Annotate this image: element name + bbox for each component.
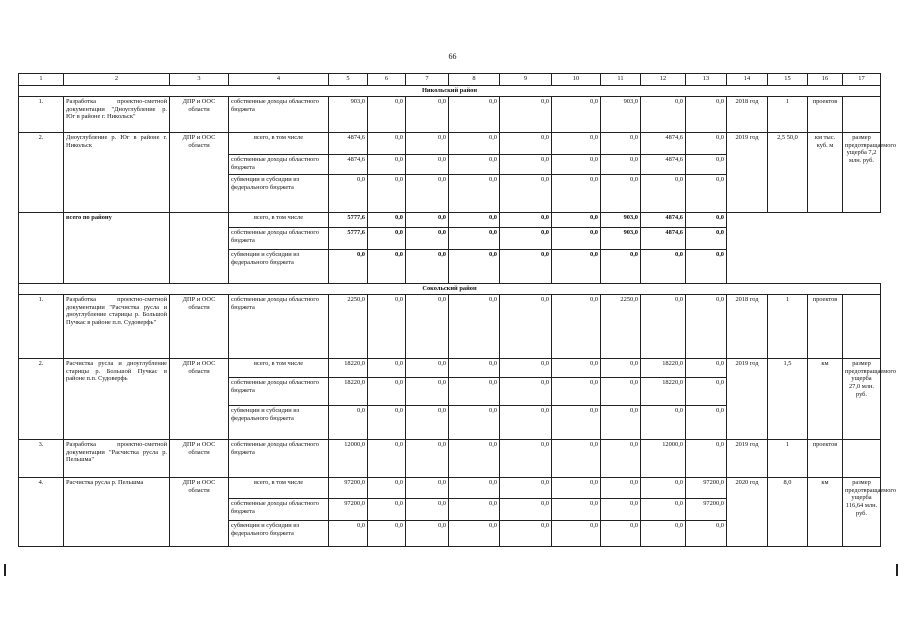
value-col-8: 0,0 <box>449 499 500 521</box>
funding-source: всего, в том числе <box>229 478 329 499</box>
value-col-7: 0,0 <box>406 521 449 547</box>
value-col-5: 4874,6 <box>329 155 368 175</box>
item-number: 1. <box>19 97 64 133</box>
funding-source: субвенции и субсидии из федерального бюджета <box>229 175 329 213</box>
completion-year: 2020 год <box>727 478 768 547</box>
value-col-5: 0,0 <box>329 521 368 547</box>
value-col-9: 0,0 <box>500 521 552 547</box>
value-col-9: 0,0 <box>500 295 552 359</box>
funding-source: собственные доходы областного бюджета <box>229 295 329 359</box>
value-col-13: 0,0 <box>686 295 727 359</box>
value-col-9: 0,0 <box>500 359 552 378</box>
indicator-value: 1 <box>768 295 808 359</box>
indicator-unit: проектов <box>808 97 843 133</box>
column-number-15: 15 <box>768 74 808 86</box>
value-col-7: 0,0 <box>406 133 449 155</box>
value-col-6: 0,0 <box>368 228 406 250</box>
value-col-12: 4874,6 <box>641 133 686 155</box>
value-col-7: 0,0 <box>406 478 449 499</box>
value-col-7: 0,0 <box>406 406 449 440</box>
value-col-11: 0,0 <box>601 499 641 521</box>
value-col-11: 0,0 <box>601 378 641 406</box>
value-col-13: 0,0 <box>686 359 727 378</box>
column-number-8: 8 <box>449 74 500 86</box>
value-col-11: 2250,0 <box>601 295 641 359</box>
value-col-11: 0,0 <box>601 175 641 213</box>
value-col-8: 0,0 <box>449 155 500 175</box>
value-col-7: 0,0 <box>406 228 449 250</box>
executor: ДПР и ООС области <box>170 133 229 213</box>
value-col-7: 0,0 <box>406 97 449 133</box>
completion-year: 2019 год <box>727 133 768 213</box>
item-name: Расчистка русла и дноуглубление старицы р. Большой Пучкас в районе п.п. Судоверфь <box>64 359 170 440</box>
value-col-12: 18220,0 <box>641 378 686 406</box>
value-col-9: 0,0 <box>500 155 552 175</box>
budget-row <box>19 97 881 133</box>
item-name: Разработка проектно-сметной документации "Расчистка русла и дноуглубление старицы р. Большой Пучкас в районе п.п. Судоверфь" <box>64 295 170 359</box>
value-col-5: 12000,0 <box>329 440 368 478</box>
value-col-6: 0,0 <box>368 359 406 378</box>
value-col-8: 0,0 <box>449 133 500 155</box>
value-col-8: 0,0 <box>449 228 500 250</box>
indicator-unit: км <box>808 478 843 547</box>
value-col-7: 0,0 <box>406 155 449 175</box>
item-number: 2. <box>19 359 64 440</box>
value-col-10: 0,0 <box>552 499 601 521</box>
value-col-10: 0,0 <box>552 213 601 228</box>
value-col-6: 0,0 <box>368 213 406 228</box>
value-col-5: 18220,0 <box>329 359 368 378</box>
value-col-13: 0,0 <box>686 378 727 406</box>
funding-source: собственные доходы областного бюджета <box>229 155 329 175</box>
value-col-9: 0,0 <box>500 228 552 250</box>
funding-source: всего, в том числе <box>229 213 329 228</box>
funding-source: субвенции и субсидии из федерального бюджета <box>229 521 329 547</box>
value-col-11: 0,0 <box>601 133 641 155</box>
value-col-12: 0,0 <box>641 499 686 521</box>
value-col-10: 0,0 <box>552 175 601 213</box>
value-col-12: 0,0 <box>641 478 686 499</box>
value-col-12: 4874,6 <box>641 228 686 250</box>
total-label: всего по району <box>64 213 170 284</box>
effect-note: размер предотвращаемого ущерба 116,64 млн. руб. <box>843 478 881 547</box>
value-col-13: 0,0 <box>686 406 727 440</box>
value-col-12: 0,0 <box>641 295 686 359</box>
value-col-10: 0,0 <box>552 155 601 175</box>
value-col-6: 0,0 <box>368 250 406 284</box>
value-col-5: 5777,6 <box>329 213 368 228</box>
item-name: Разработка проектно-сметной документации "Расчистка русла р. Пельшма" <box>64 440 170 478</box>
value-col-5: 97200,0 <box>329 499 368 521</box>
value-col-7: 0,0 <box>406 378 449 406</box>
funding-source: субвенции и субсидии из федерального бюджета <box>229 406 329 440</box>
funding-source: собственные доходы областного бюджета <box>229 499 329 521</box>
value-col-9: 0,0 <box>500 250 552 284</box>
executor <box>170 213 229 284</box>
value-col-7: 0,0 <box>406 295 449 359</box>
value-col-7: 0,0 <box>406 175 449 213</box>
column-number-5: 5 <box>329 74 368 86</box>
value-col-9: 0,0 <box>500 499 552 521</box>
value-col-13: 0,0 <box>686 250 727 284</box>
column-number-2: 2 <box>64 74 170 86</box>
value-col-12: 0,0 <box>641 175 686 213</box>
value-col-12: 0,0 <box>641 97 686 133</box>
value-col-5: 4874,6 <box>329 133 368 155</box>
value-col-13: 0,0 <box>686 155 727 175</box>
completion-year: 2018 год <box>727 97 768 133</box>
funding-source: собственные доходы областного бюджета <box>229 228 329 250</box>
value-col-7: 0,0 <box>406 213 449 228</box>
value-col-6: 0,0 <box>368 478 406 499</box>
value-col-12: 0,0 <box>641 250 686 284</box>
value-col-11: 0,0 <box>601 440 641 478</box>
value-col-5: 2250,0 <box>329 295 368 359</box>
value-col-10: 0,0 <box>552 440 601 478</box>
value-col-10: 0,0 <box>552 295 601 359</box>
indicator-unit: проектов <box>808 295 843 359</box>
column-number-4: 4 <box>229 74 329 86</box>
value-col-5: 0,0 <box>329 406 368 440</box>
value-col-8: 0,0 <box>449 213 500 228</box>
column-number-6: 6 <box>368 74 406 86</box>
funding-source: субвенции и субсидии из федерального бюджета <box>229 250 329 284</box>
value-col-6: 0,0 <box>368 406 406 440</box>
project-n2 <box>19 133 897 213</box>
value-col-7: 0,0 <box>406 440 449 478</box>
budget-row <box>19 133 881 155</box>
value-col-6: 0,0 <box>368 521 406 547</box>
column-number-13: 13 <box>686 74 727 86</box>
item-name: Разработка проектно-сметной документации "Дноуглубление р. Юг в районе г. Никольск" <box>64 97 170 133</box>
item-number: 3. <box>19 440 64 478</box>
value-col-10: 0,0 <box>552 133 601 155</box>
value-col-9: 0,0 <box>500 406 552 440</box>
value-col-9: 0,0 <box>500 478 552 499</box>
value-col-8: 0,0 <box>449 175 500 213</box>
effect-note: размер предотвращаемого ущерба 27,0 млн. руб. <box>843 359 881 440</box>
value-col-13: 0,0 <box>686 213 727 228</box>
effect-note <box>843 97 881 133</box>
value-col-8: 0,0 <box>449 378 500 406</box>
value-col-10: 0,0 <box>552 521 601 547</box>
executor: ДПР и ООС области <box>170 359 229 440</box>
value-col-13: 0,0 <box>686 133 727 155</box>
value-col-5: 0,0 <box>329 250 368 284</box>
budget-row <box>19 359 881 378</box>
program-table <box>18 73 897 547</box>
column-number-9: 9 <box>500 74 552 86</box>
value-col-8: 0,0 <box>449 295 500 359</box>
item-name: Расчистка русла р. Пельшма <box>64 478 170 547</box>
value-col-12: 0,0 <box>641 406 686 440</box>
region-row-nikolsky <box>19 86 881 97</box>
value-col-6: 0,0 <box>368 295 406 359</box>
value-col-11: 0,0 <box>601 478 641 499</box>
value-col-10: 0,0 <box>552 228 601 250</box>
funding-source: всего, в том числе <box>229 359 329 378</box>
item-number: 4. <box>19 478 64 547</box>
column-number-14: 14 <box>727 74 768 86</box>
value-col-10: 0,0 <box>552 97 601 133</box>
scan-edge-mark-right <box>896 564 898 576</box>
value-col-10: 0,0 <box>552 378 601 406</box>
scan-edge-mark-left <box>4 564 6 576</box>
project-s1 <box>19 295 881 359</box>
value-col-7: 0,0 <box>406 499 449 521</box>
effect-note: размер предотвращаемого ущерба 7,2 млн. руб. <box>843 133 881 213</box>
region-title: Сокольский район <box>19 284 881 295</box>
indicator-unit: км тыс. куб. м <box>808 133 843 213</box>
column-number-10: 10 <box>552 74 601 86</box>
value-col-8: 0,0 <box>449 406 500 440</box>
column-number-1: 1 <box>19 74 64 86</box>
value-col-12: 4874,6 <box>641 155 686 175</box>
region-title: Никольский район <box>19 86 881 97</box>
value-col-11: 0,0 <box>601 359 641 378</box>
column-number-7: 7 <box>406 74 449 86</box>
completion-year: 2019 год <box>727 359 768 440</box>
value-col-9: 0,0 <box>500 133 552 155</box>
value-col-13: 97200,0 <box>686 499 727 521</box>
value-col-11: 0,0 <box>601 155 641 175</box>
page-number: 66 <box>448 52 457 61</box>
budget-row <box>19 213 881 228</box>
value-col-6: 0,0 <box>368 175 406 213</box>
value-col-8: 0,0 <box>449 97 500 133</box>
value-col-5: 0,0 <box>329 175 368 213</box>
value-col-11: 903,0 <box>601 228 641 250</box>
region-row-sokolsky <box>19 284 881 295</box>
value-col-13: 0,0 <box>686 175 727 213</box>
value-col-6: 0,0 <box>368 440 406 478</box>
value-col-9: 0,0 <box>500 213 552 228</box>
value-col-8: 0,0 <box>449 250 500 284</box>
value-col-13: 0,0 <box>686 97 727 133</box>
value-col-5: 18220,0 <box>329 378 368 406</box>
indicator-value: 1,5 <box>768 359 808 440</box>
funding-source: собственные доходы областного бюджета <box>229 378 329 406</box>
value-col-9: 0,0 <box>500 175 552 213</box>
value-col-7: 0,0 <box>406 250 449 284</box>
column-number-17: 17 <box>843 74 881 86</box>
value-col-8: 0,0 <box>449 440 500 478</box>
value-col-13: 0,0 <box>686 228 727 250</box>
completion-year: 2019 год <box>727 440 768 478</box>
value-col-9: 0,0 <box>500 378 552 406</box>
value-col-11: 903,0 <box>601 97 641 133</box>
executor: ДПР и ООС области <box>170 440 229 478</box>
executor: ДПР и ООС области <box>170 478 229 547</box>
value-col-11: 0,0 <box>601 406 641 440</box>
budget-row <box>19 440 881 478</box>
value-col-10: 0,0 <box>552 250 601 284</box>
project-s2 <box>19 359 897 440</box>
value-col-12: 12000,0 <box>641 440 686 478</box>
executor: ДПР и ООС области <box>170 295 229 359</box>
value-col-9: 0,0 <box>500 97 552 133</box>
item-number <box>19 213 64 284</box>
budget-row <box>19 478 881 499</box>
value-col-10: 0,0 <box>552 478 601 499</box>
value-col-11: 0,0 <box>601 521 641 547</box>
empty-cell <box>727 213 881 284</box>
completion-year: 2018 год <box>727 295 768 359</box>
value-col-13: 0,0 <box>686 521 727 547</box>
value-col-8: 0,0 <box>449 359 500 378</box>
column-numbers-row <box>19 74 881 86</box>
value-col-12: 18220,0 <box>641 359 686 378</box>
item-name: Дноуглубление р. Юг в районе г. Никольск <box>64 133 170 213</box>
value-col-6: 0,0 <box>368 378 406 406</box>
value-col-6: 0,0 <box>368 499 406 521</box>
item-number: 2. <box>19 133 64 213</box>
value-col-7: 0,0 <box>406 359 449 378</box>
value-col-10: 0,0 <box>552 406 601 440</box>
budget-row <box>19 295 881 359</box>
value-col-13: 0,0 <box>686 440 727 478</box>
value-col-8: 0,0 <box>449 521 500 547</box>
value-col-6: 0,0 <box>368 97 406 133</box>
value-col-12: 4874,6 <box>641 213 686 228</box>
indicator-value: 1 <box>768 440 808 478</box>
value-col-12: 0,0 <box>641 521 686 547</box>
indicator-unit: км <box>808 359 843 440</box>
funding-source: собственные доходы областного бюджета <box>229 97 329 133</box>
executor: ДПР и ООС области <box>170 97 229 133</box>
indicator-unit: проектов <box>808 440 843 478</box>
indicator-value: 8,0 <box>768 478 808 547</box>
value-col-9: 0,0 <box>500 440 552 478</box>
column-number-16: 16 <box>808 74 843 86</box>
value-col-6: 0,0 <box>368 133 406 155</box>
indicator-value: 1 <box>768 97 808 133</box>
district-total-nikolsky <box>19 213 881 284</box>
column-number-3: 3 <box>170 74 229 86</box>
column-number-11: 11 <box>601 74 641 86</box>
funding-source: собственные доходы областного бюджета <box>229 440 329 478</box>
indicator-value: 2,5 50,0 <box>768 133 808 213</box>
column-number-12: 12 <box>641 74 686 86</box>
funding-source: всего, в том числе <box>229 133 329 155</box>
value-col-11: 0,0 <box>601 250 641 284</box>
effect-note <box>843 440 881 478</box>
value-col-10: 0,0 <box>552 359 601 378</box>
value-col-8: 0,0 <box>449 478 500 499</box>
project-s3 <box>19 440 881 478</box>
effect-note <box>843 295 881 359</box>
value-col-5: 903,0 <box>329 97 368 133</box>
value-col-13: 97200,0 <box>686 478 727 499</box>
value-col-6: 0,0 <box>368 155 406 175</box>
value-col-11: 903,0 <box>601 213 641 228</box>
item-number: 1. <box>19 295 64 359</box>
value-col-5: 5777,6 <box>329 228 368 250</box>
project-s4 <box>19 478 897 547</box>
project-n1 <box>19 97 881 133</box>
value-col-5: 97200,0 <box>329 478 368 499</box>
